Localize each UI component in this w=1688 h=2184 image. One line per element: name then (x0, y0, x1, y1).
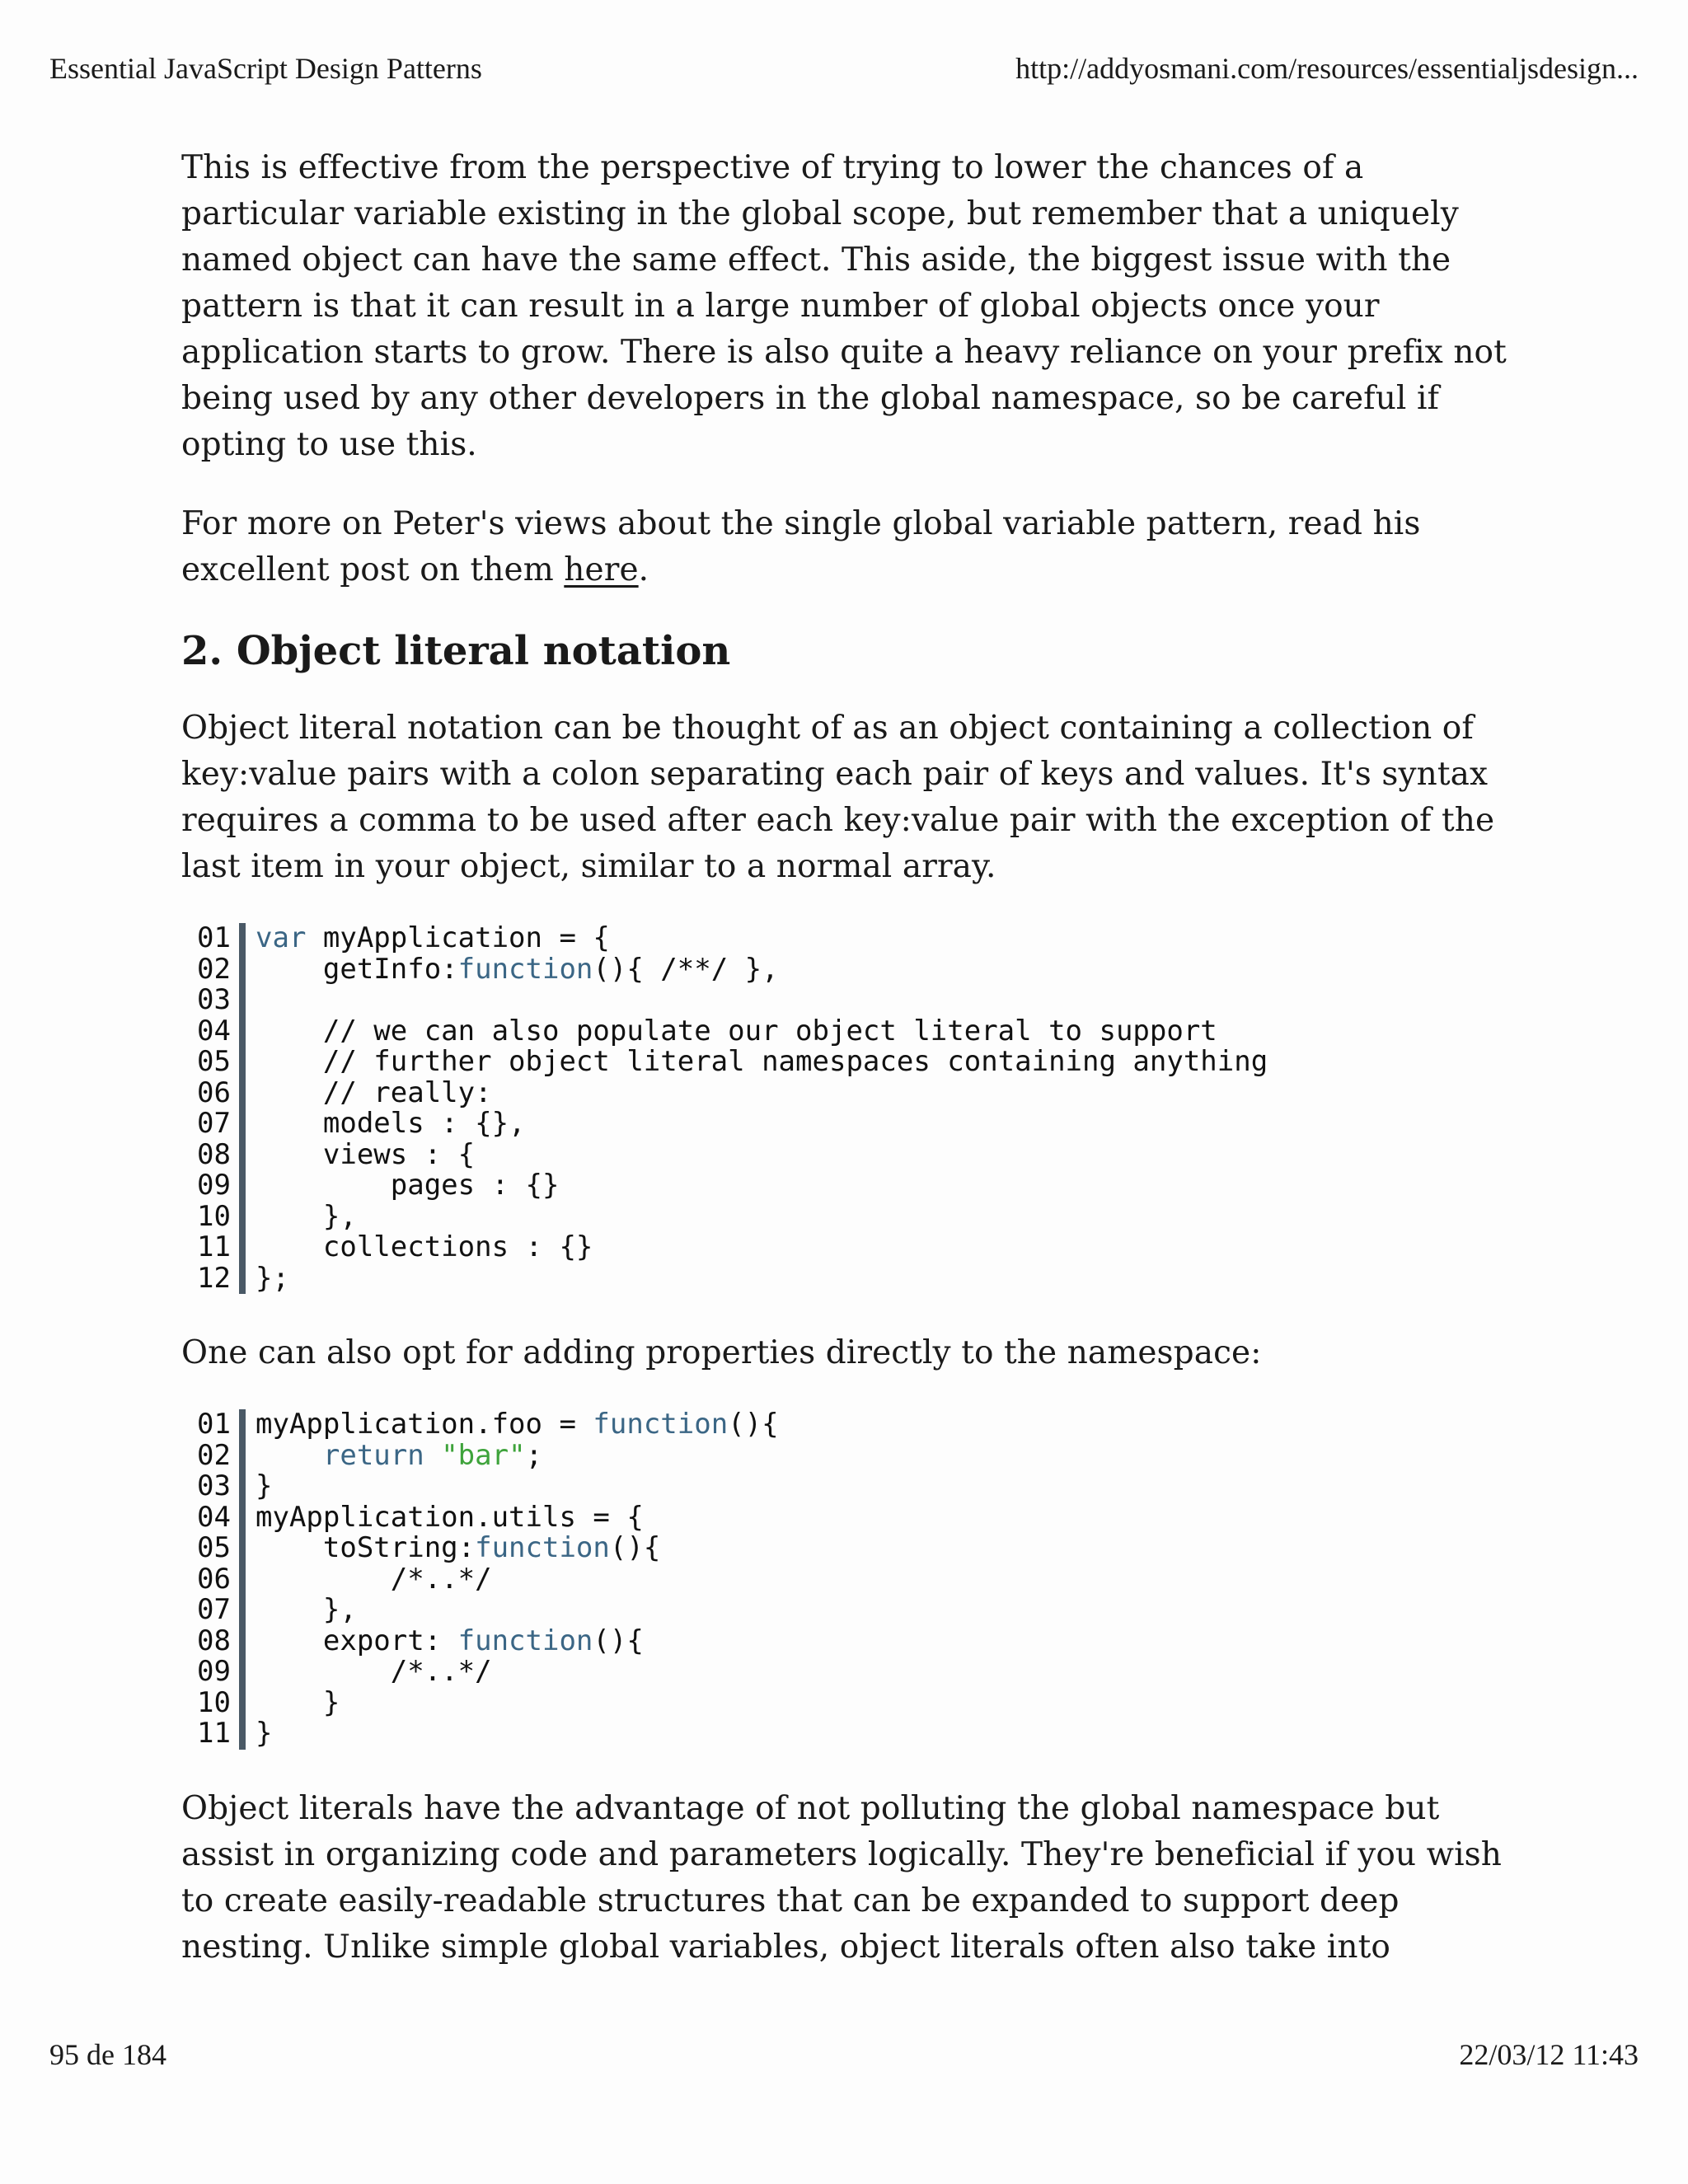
code-text: } (256, 1469, 273, 1502)
code-text: // really: (256, 1076, 492, 1109)
code-text: myApplication.foo = (256, 1408, 593, 1441)
section-heading: 2. Object literal notation (181, 628, 731, 674)
line-number: 04 (197, 1500, 231, 1534)
code-text: (){ (728, 1408, 779, 1441)
code-line (256, 1438, 779, 1472)
line-number: 10 (197, 1199, 231, 1233)
paragraph (181, 501, 1517, 593)
paragraph: One can also opt for adding properties directly to the namespace: (181, 1334, 1262, 1371)
document-title: Essential JavaScript Design Patterns (49, 52, 482, 85)
code-text: getInfo: (256, 952, 458, 986)
line-number-gutter (191, 1409, 246, 1750)
code-line (256, 1685, 779, 1719)
code-line (256, 1108, 1268, 1140)
page-number: 95 de 184 (49, 2038, 166, 2071)
line-number: 02 (197, 952, 231, 986)
print-datetime: 22/03/12 11:43 (1459, 2038, 1639, 2071)
line-number: 04 (197, 1014, 231, 1047)
line-number: 09 (197, 1169, 231, 1202)
code-line (256, 1564, 779, 1596)
code-text (256, 1439, 323, 1472)
code-text: (){ (593, 1624, 644, 1657)
line-number: 10 (197, 1685, 231, 1719)
code-line (256, 1533, 779, 1564)
code-line (256, 985, 1268, 1016)
line-number: 03 (197, 1469, 231, 1502)
line-number: 12 (197, 1261, 231, 1295)
code-block-namespace-properties (191, 1409, 1517, 1750)
code-text: views : { (256, 1137, 476, 1171)
code-text: collections : {} (256, 1230, 593, 1263)
page-footer (49, 2037, 1639, 2072)
code-text: // further object literal namespaces containing anything (256, 1045, 1268, 1078)
code-line (256, 1232, 1268, 1263)
line-number: 08 (197, 1137, 231, 1171)
line-number: 06 (197, 1076, 231, 1109)
line-number: 11 (197, 1230, 231, 1263)
line-number: 06 (197, 1562, 231, 1596)
code-keyword: return (322, 1438, 424, 1472)
code-text: myApplication = { (306, 921, 610, 954)
code-line (256, 1657, 779, 1688)
code-text: /*..*/ (256, 1562, 492, 1596)
paragraph-text: For more on Peter's views about the single global variable pattern, read his excellent post on them (181, 505, 1421, 588)
code-line (256, 923, 1268, 954)
code-text: }; (256, 1261, 289, 1295)
line-number: 03 (197, 983, 231, 1016)
paragraph-text: . (638, 551, 649, 588)
paragraph: Object literal notation can be thought of as an object containing a collection of key:value pairs with a colon separating each pair of keys and values. It's syntax requires a comma to be used after each key:value pair with the exception of the last item in your object, similar to a normal array. (181, 710, 1495, 885)
code-keyword: function (457, 1624, 593, 1657)
code-text: ; (525, 1438, 543, 1472)
code-text: } (256, 1685, 340, 1719)
page-header (49, 51, 1639, 86)
code-keyword: function (457, 952, 593, 986)
code-line (256, 1263, 1268, 1295)
code-line (256, 1170, 1268, 1202)
code-line (256, 1626, 779, 1657)
page-url: http://addyosmani.com/resources/essentialjsdesign... (1015, 52, 1639, 85)
line-number: 07 (197, 1107, 231, 1140)
code-text: }, (256, 1199, 357, 1233)
line-number: 05 (197, 1045, 231, 1078)
line-number: 01 (197, 1408, 231, 1441)
line-number: 07 (197, 1593, 231, 1626)
code-line (256, 1047, 1268, 1078)
code-text: toString: (256, 1531, 476, 1564)
code-string: "bar" (441, 1438, 526, 1472)
code-lines (246, 1409, 779, 1750)
code-line (256, 1502, 779, 1534)
code-text: export: (256, 1624, 458, 1657)
line-number: 01 (197, 921, 231, 954)
code-text: /*..*/ (256, 1655, 492, 1688)
code-block-object-literal (191, 923, 1517, 1294)
code-text: myApplication.utils = { (256, 1500, 644, 1534)
code-text: }, (256, 1593, 357, 1626)
line-number: 09 (197, 1655, 231, 1688)
code-line (256, 1137, 1268, 1171)
line-number: 11 (197, 1717, 231, 1750)
code-text (424, 1439, 441, 1472)
code-line (256, 1078, 1268, 1109)
code-line (256, 1471, 779, 1502)
code-text: (){ (609, 1531, 661, 1564)
article-content (181, 145, 1517, 2004)
line-number: 02 (197, 1438, 231, 1472)
code-keyword: function (475, 1531, 610, 1564)
code-line (256, 1409, 779, 1441)
paragraph: This is effective from the perspective of trying to lower the chances of a particular variable existing in the global scope, but remember that a uniquely named object can have the same effect. This aside, the biggest issue with the pattern is that it can result in a large number of global objects once your application starts to grow. There is also quite a heavy reliance on your prefix not being used by any other developers in the global namespace, so be careful if opting to use this. (181, 149, 1507, 463)
here-link[interactable]: here (564, 551, 639, 588)
code-text: (){ /**/ }, (593, 952, 779, 986)
code-keyword: function (593, 1408, 729, 1441)
code-line (256, 1199, 1268, 1233)
code-text: } (256, 1717, 273, 1750)
line-number: 05 (197, 1531, 231, 1564)
line-number-gutter (191, 923, 246, 1294)
code-text: // we can also populate our object literal to support (256, 1014, 1217, 1047)
code-text: pages : {} (256, 1169, 560, 1202)
code-text: models : {}, (256, 1107, 526, 1140)
code-line (256, 1016, 1268, 1047)
code-keyword: var (256, 921, 307, 954)
code-line (256, 954, 1268, 986)
code-lines (246, 923, 1268, 1294)
code-line (256, 1718, 779, 1750)
line-number: 08 (197, 1624, 231, 1657)
code-line (256, 1595, 779, 1626)
paragraph: Object literals have the advantage of not polluting the global namespace but assist in organizing code and parameters logically. They're beneficial if you wish to create easily-readable structures that can be expanded to support deep nesting. Unlike simple global variables, object literals often also take into (181, 1789, 1503, 1966)
